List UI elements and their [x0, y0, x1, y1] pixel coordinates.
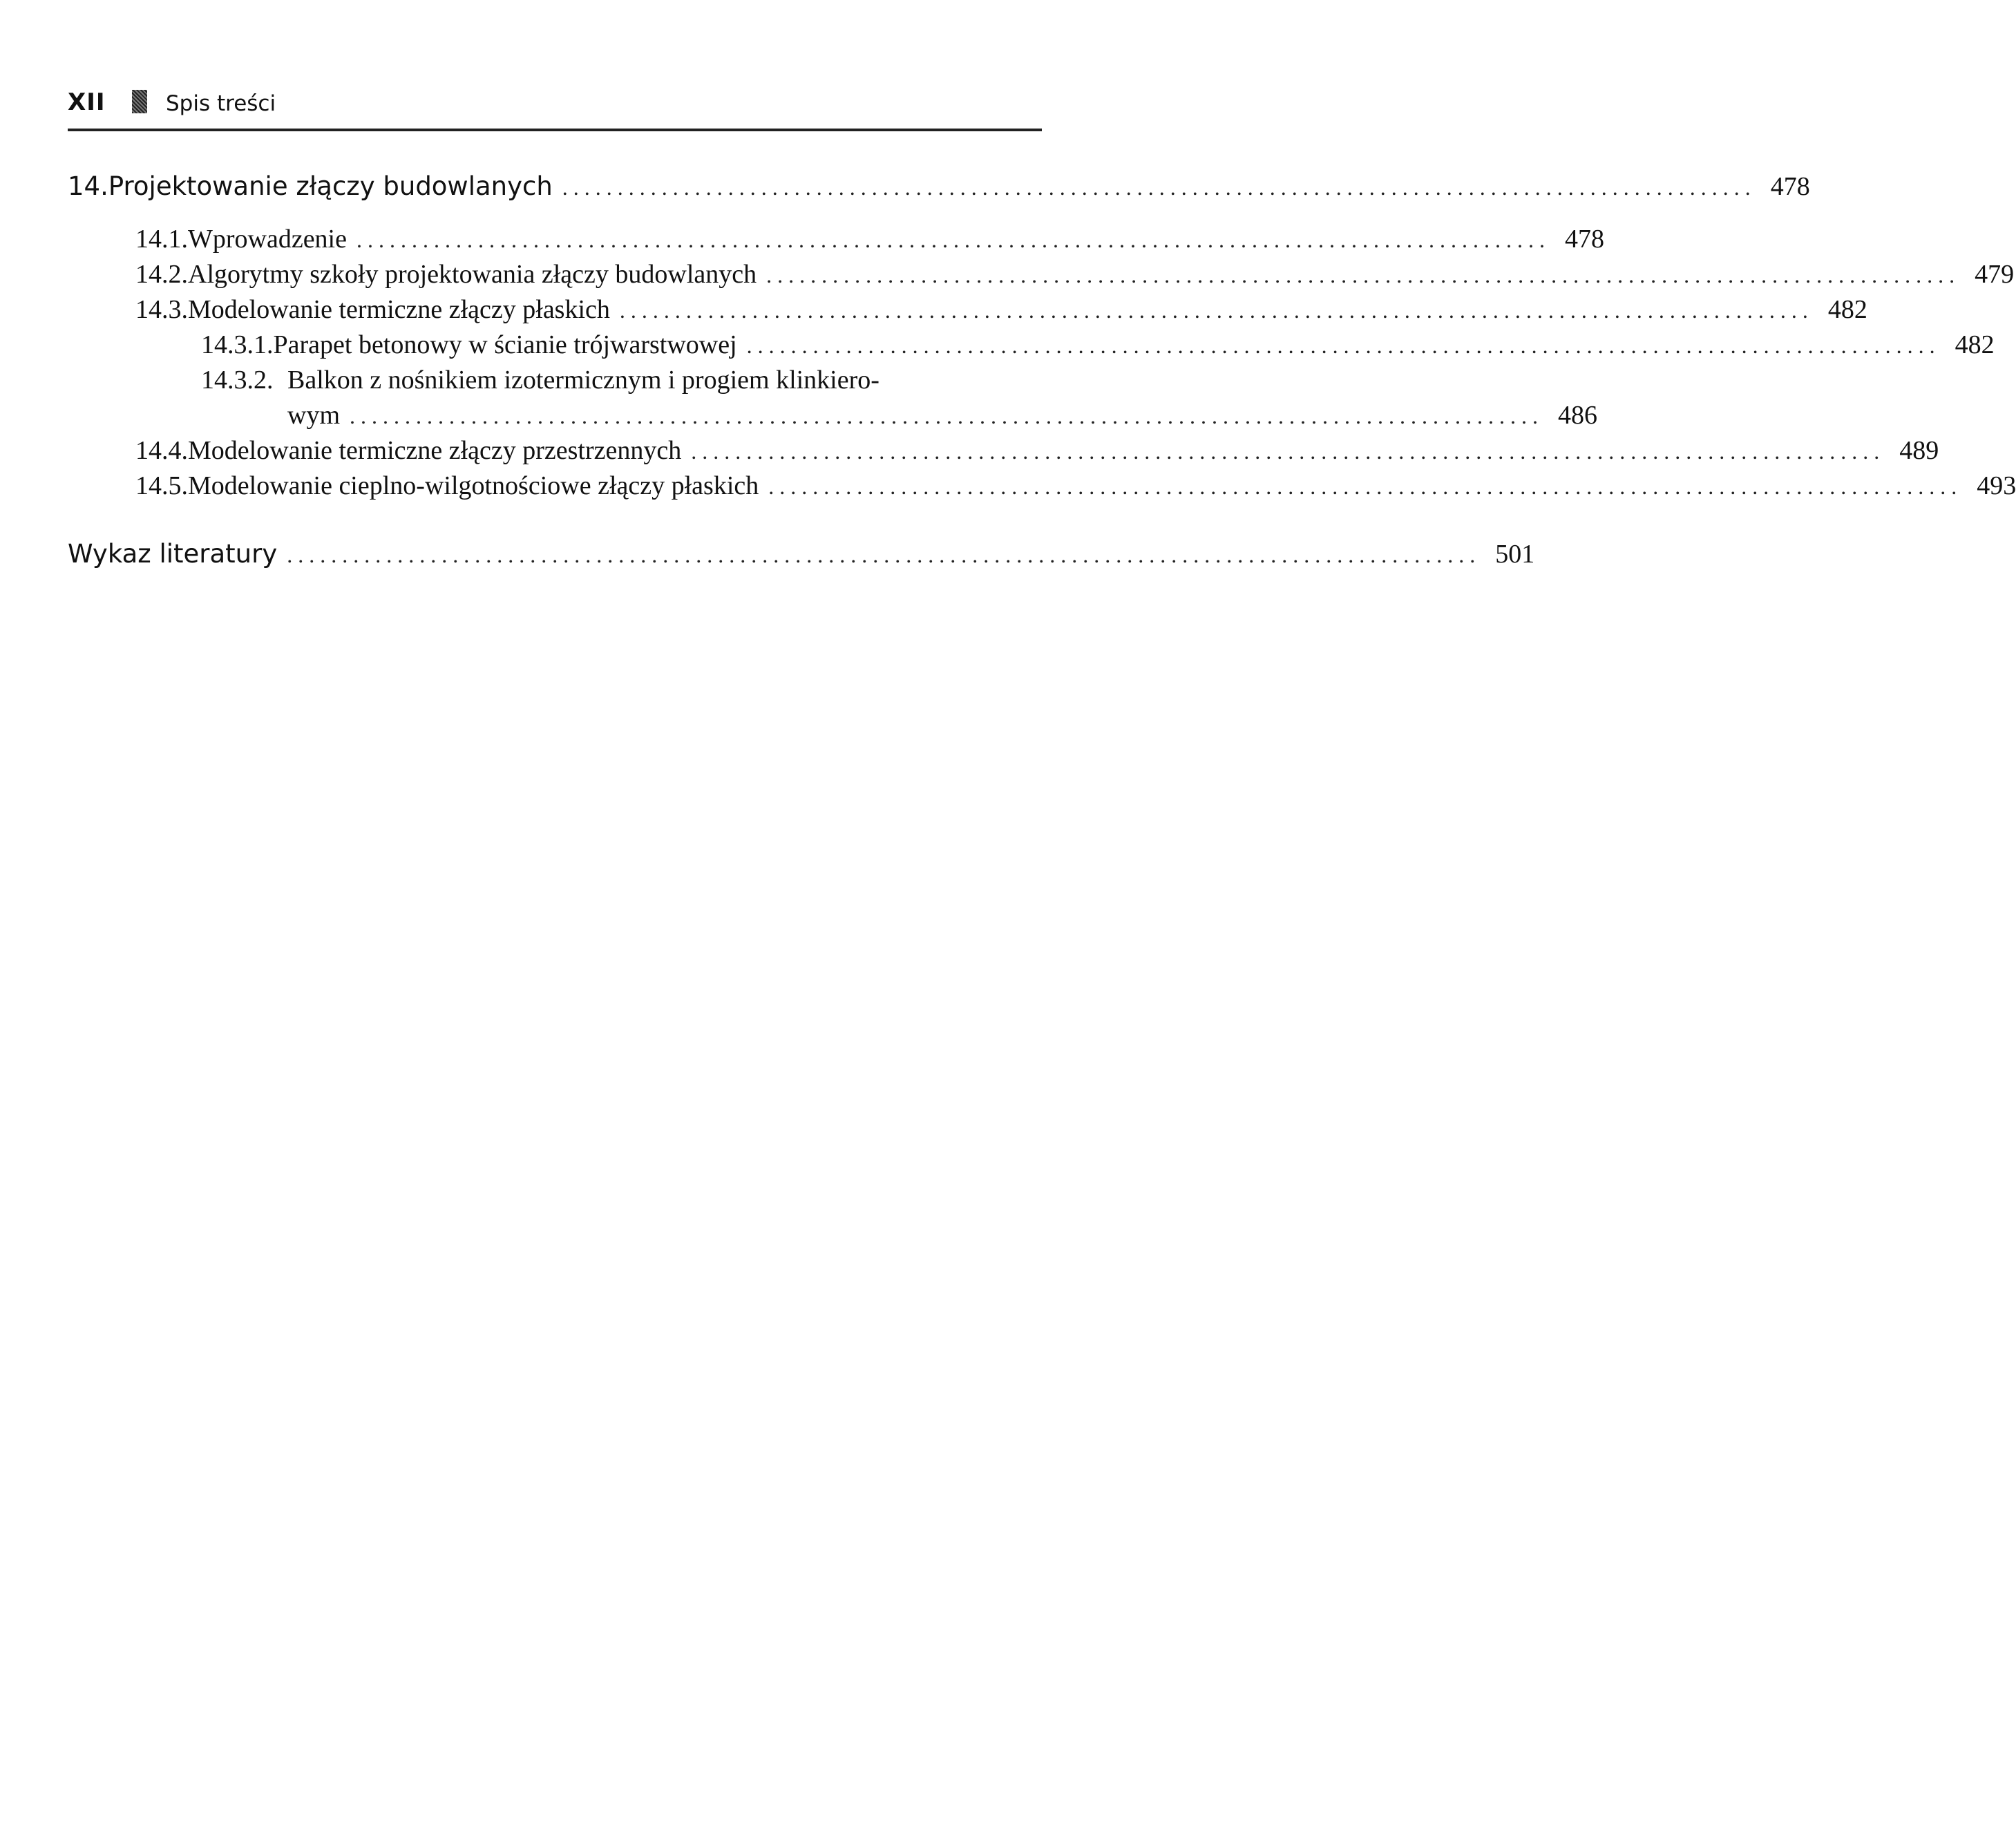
toc-literature[interactable] [68, 539, 1535, 575]
toc-section-14-4[interactable] [135, 435, 1939, 471]
subsection-number: 14.3.2. [201, 366, 274, 395]
toc-section-14-5[interactable] [135, 471, 2016, 506]
dot-leader: ............................................................................................................ [619, 298, 1814, 323]
dot-leader: ............................................................................................................ [356, 227, 1550, 252]
dot-leader: ............................................................................................................ [691, 439, 1885, 464]
dot-leader: ............................................................................................................ [768, 474, 1963, 499]
subsection-number: 14.3.1. [201, 330, 274, 359]
page-number: 482 [1827, 295, 1867, 324]
section-number: 14.4. [135, 436, 188, 465]
section-title: Wprowadzenie [188, 225, 347, 254]
page-number: 482 [1955, 330, 1995, 359]
dot-leader: ............................................................................................................ [287, 542, 1481, 567]
section-title: Modelowanie termiczne złączy płaskich [188, 295, 610, 324]
page-header [68, 82, 1042, 123]
subsection-title-line1: Balkon z nośnikiem izotermicznym i progiem klinkiero- [287, 366, 879, 395]
header-divider [68, 129, 1042, 131]
page-number: 493 [1977, 471, 2016, 500]
page-number: 501 [1495, 540, 1535, 569]
section-title: Modelowanie cieplno-wilgotnościowe złączy płaskich [188, 471, 759, 500]
page-number-roman: XII [68, 88, 106, 116]
subsection-title: Parapet betonowy w ścianie trójwarstwowej [273, 330, 737, 359]
page-number: 489 [1899, 436, 1939, 465]
section-number: 14.1. [135, 225, 188, 254]
dot-leader: ............................................................................................................ [350, 404, 1543, 428]
page-number: 478 [1565, 225, 1604, 254]
toc-section-14-3[interactable] [135, 294, 1867, 330]
literature-title: Wykaz literatury [68, 539, 278, 569]
toc-chapter-14[interactable] [68, 171, 1810, 207]
page-number: 478 [1770, 172, 1810, 201]
page-number: 479 [1975, 260, 2015, 289]
square-bullet-icon [132, 90, 147, 113]
toc-section-14-2[interactable] [135, 259, 2015, 295]
chapter-number: 14. [68, 171, 108, 201]
dot-leader: ............................................................................................................ [766, 263, 1961, 287]
toc-subsection-14-3-2-continued[interactable] [287, 400, 1597, 436]
section-number: 14.5. [135, 471, 188, 500]
section-title: Modelowanie termiczne złączy przestrzennych [188, 436, 682, 465]
dot-leader: ............................................................................................................ [746, 333, 1941, 358]
section-number: 14.2. [135, 260, 188, 289]
page-number: 486 [1558, 401, 1597, 430]
section-title: Algorytmy szkoły projektowania złączy budowlanych [188, 260, 757, 289]
dot-leader: ............................................................................................................ [562, 175, 1756, 200]
section-number: 14.3. [135, 295, 188, 324]
toc-subsection-14-3-2[interactable] [201, 365, 1042, 401]
chapter-title: Projektowanie złączy budowlanych [108, 171, 553, 201]
running-head-title: Spis treści [166, 91, 276, 116]
subsection-title-line2: wym [287, 401, 340, 430]
toc-subsection-14-3-1[interactable] [201, 330, 1995, 366]
toc-section-14-1[interactable] [135, 224, 1604, 260]
